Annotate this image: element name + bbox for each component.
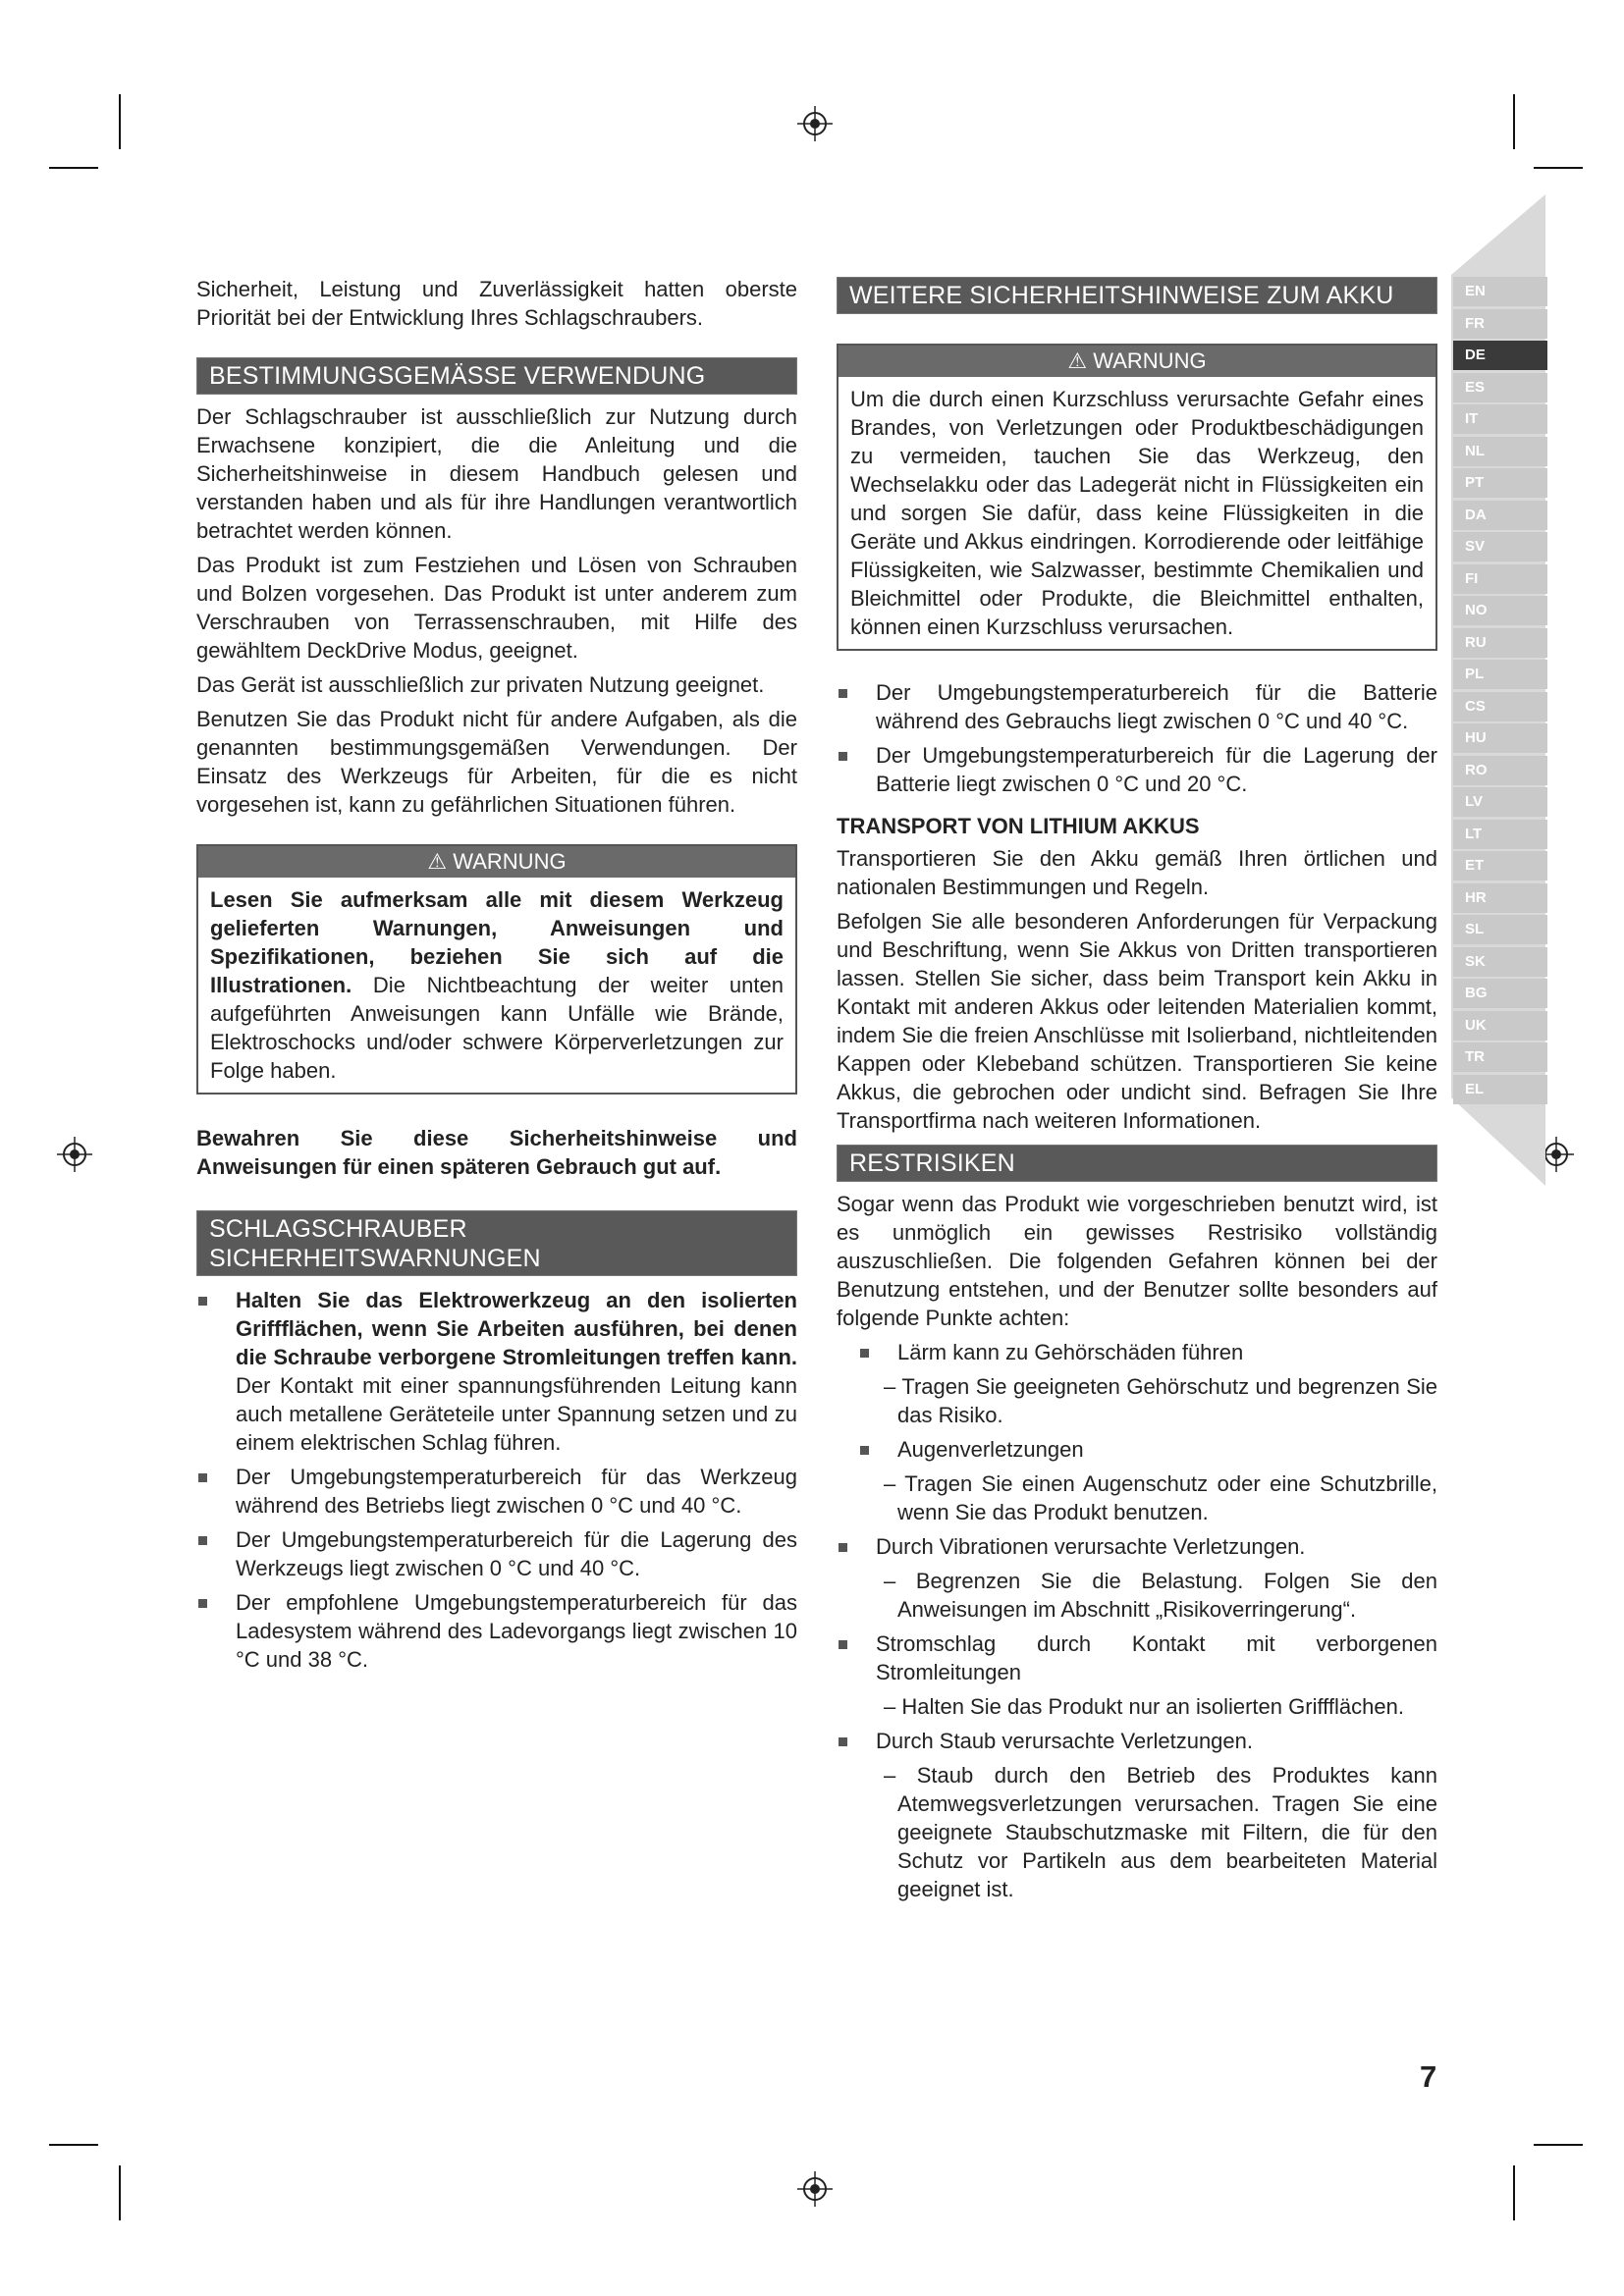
risk-detail: – Halten Sie das Produkt nur an isolierten Griffflächen.	[884, 1694, 1404, 1719]
crop-mark	[49, 2144, 98, 2146]
language-tab-es[interactable]: ES	[1453, 373, 1547, 402]
right-column	[837, 277, 1437, 1909]
risk-detail: – Begrenzen Sie die Belastung. Folgen Sie den Anweisungen im Abschnitt „Risikoverringerung“.	[884, 1569, 1437, 1622]
language-tab-de[interactable]: DE	[1453, 341, 1547, 370]
list-item: Der Umgebungstemperaturbereich für die Lagerung der Batterie liegt zwischen 0 °C und 20 °C.	[837, 741, 1437, 798]
intended-use-paragraph: Das Produkt ist zum Festziehen und Lösen von Schrauben und Bolzen vorgesehen. Das Produkt ist unter anderem zum Verschrauben von Terrassenschrauben, mit Hilfe des gewähltem DeckDrive Modus, geeignet.	[196, 553, 797, 663]
language-tab-cs[interactable]: CS	[1453, 692, 1547, 721]
crop-mark	[1534, 167, 1583, 169]
transport-paragraph: Transportieren Sie den Akku gemäß Ihren örtlichen und nationalen Bestimmungen und Regeln.	[837, 846, 1437, 899]
intended-use-paragraph: Benutzen Sie das Produkt nicht für andere Aufgaben, als die genannten bestimmungsgemäßen Verwendungen. Der Einsatz des Werkzeugs für Arbeiten, für die es nicht vorgesehen ist, kann zu gefährlichen Situationen führen.	[196, 707, 797, 817]
residual-risks-paragraph: Sogar wenn das Produkt wie vorgeschrieben benutzt wird, ist es unmöglich ein gewisses Restrisiko vollständig auszuschließen. Die folgenden Gefahren können bei der Benutzung entstehen, und der Benutzer sollte besonders auf folgende Punkte achten:	[837, 1192, 1437, 1330]
transport-title: TRANSPORT VON LITHIUM AKKUS	[837, 814, 1200, 838]
language-tab-hr[interactable]: HR	[1453, 883, 1547, 913]
warning-triangle-icon: ⚠	[427, 849, 448, 874]
intended-use-paragraph: Der Schlagschrauber ist ausschließlich zur Nutzung durch Erwachsene konzipiert, die die Anleitung und die Sicherheitshinweise in diesem Handbuch gelesen und verstanden haben und als für ihre Handlungen verantwortlich betrachtet werden können.	[196, 404, 797, 543]
language-tab-sv[interactable]: SV	[1453, 532, 1547, 561]
language-tab-lt[interactable]: LT	[1453, 820, 1547, 849]
list-item: Der Umgebungstemperaturbereich für die Lagerung des Werkzeugs liegt zwischen 0 °C und 40 °C.	[196, 1525, 797, 1582]
section-title-residual-risks: RESTRISIKEN	[837, 1145, 1437, 1182]
intended-use-paragraph: Das Gerät ist ausschließlich zur privaten Nutzung geeignet.	[196, 672, 765, 697]
crop-mark	[49, 167, 98, 169]
language-tab-et[interactable]: ET	[1453, 851, 1547, 881]
list-item: Stromschlag durch Kontakt mit verborgenen Stromleitungen	[837, 1629, 1437, 1686]
list-item: Der Umgebungstemperaturbereich für das Werkzeug während des Betriebs liegt zwischen 0 °C und 40 °C.	[196, 1463, 797, 1520]
language-tab-uk[interactable]: UK	[1453, 1011, 1547, 1041]
residual-risks-list	[837, 1338, 1437, 1366]
impact-driver-warnings-list	[196, 1286, 797, 1674]
warning-triangle-icon: ⚠	[1067, 348, 1088, 373]
language-tab-pl[interactable]: PL	[1453, 660, 1547, 689]
battery-warning-box	[837, 344, 1437, 651]
language-tab-ro[interactable]: RO	[1453, 756, 1547, 785]
warning-text: Um die durch einen Kurzschluss verursachte Gefahr eines Brandes, von Verletzungen oder Produktbeschädigungen zu vermeiden, tauchen Sie das Werkzeug, den Wechselakku oder das Ladegerät nicht in Flüssigkeiten ein und sorgen Sie dafür, dass keine Flüssigkeiten in die Geräte und Akkus eindringen. Korrodierende oder leitfähige Flüssigkeiten, wie Salzwasser, bestimmte Chemikalien und Bleichmittel oder Produkte, die Bleichmittel enthalten, können einen Kurzschluss verursachen.	[850, 387, 1424, 639]
language-tab-da[interactable]: DA	[1453, 501, 1547, 530]
language-tab-sl[interactable]: SL	[1453, 915, 1547, 944]
section-title-battery-safety: WEITERE SICHERHEITSHINWEISE ZUM AKKU	[837, 277, 1437, 314]
list-item: Halten Sie das Elektrowerkzeug an den isolierten Griffflächen, wenn Sie Arbeiten ausführen, bei denen die Schraube verborgene Stromleitungen treffen kann. Der Kontakt mit einer spannungsführenden Leitung kann auch metallene Geräteteile unter Spannung setzen und zu einem elektrischen Schlag führen.	[196, 1286, 797, 1457]
left-column	[196, 275, 797, 1680]
crop-mark	[1534, 2144, 1583, 2146]
language-tab-no[interactable]: NO	[1453, 596, 1547, 625]
page-number: 7	[1420, 2059, 1437, 2094]
list-item: Der Umgebungstemperaturbereich für die Batterie während des Gebrauchs liegt zwischen 0 °C und 40 °C.	[837, 678, 1437, 735]
language-tab-bg[interactable]: BG	[1453, 979, 1547, 1008]
language-tab-tr[interactable]: TR	[1453, 1042, 1547, 1072]
section-title-impact-driver-warnings: SCHLAGSCHRAUBER SICHERHEITSWARNUNGEN	[196, 1210, 797, 1276]
list-item: Durch Staub verursachte Verletzungen.	[837, 1727, 1437, 1755]
crop-mark	[119, 2165, 121, 2220]
language-tab-fr[interactable]: FR	[1453, 309, 1547, 339]
risk-detail: – Tragen Sie einen Augenschutz oder eine Schutzbrille, wenn Sie das Produkt benutzen.	[884, 1471, 1437, 1524]
registration-mark-icon	[797, 2171, 833, 2207]
crop-mark	[1513, 2165, 1515, 2220]
language-tab-lv[interactable]: LV	[1453, 787, 1547, 817]
risk-detail: – Staub durch den Betrieb des Produktes kann Atemwegsverletzungen verursachen. Tragen Sie eine geeignete Staubschutzmaske mit Filtern, die für den Schutz vor Partikeln aus dem bearbeiteten Material geeignet ist.	[884, 1763, 1437, 1901]
crop-mark	[119, 94, 121, 149]
list-item: Lärm kann zu Gehörschäden führen	[858, 1338, 1437, 1366]
list-item: Der empfohlene Umgebungstemperaturbereich für das Ladesystem während des Ladevorgangs liegt zwischen 10 °C und 38 °C.	[196, 1588, 797, 1674]
registration-mark-icon	[797, 106, 833, 141]
language-tab-ru[interactable]: RU	[1453, 628, 1547, 658]
language-tabs	[1453, 277, 1547, 1106]
crop-mark	[1513, 94, 1515, 149]
warning-box-title: ⚠ WARNUNG	[839, 346, 1435, 377]
warning-text: Lesen Sie aufmerksam alle mit diesem Werkzeug gelieferten Warnungen, Anweisungen und Spezifikationen, beziehen Sie sich auf die Illustrationen. Die Nichtbeachtung der weiter unten aufgeführten Anweisungen kann Unfälle wie Brände, Elektroschocks und/oder schwere Körperverletzungen zur Folge haben.	[210, 887, 784, 1083]
intro-text: Sicherheit, Leistung und Zuverlässigkeit hatten oberste Priorität bei der Entwicklung Ihres Schlagschraubers.	[196, 277, 797, 330]
transport-paragraph: Befolgen Sie alle besonderen Anforderungen für Verpackung und Beschriftung, wenn Sie Akkus von Dritten transportieren lassen. Stellen Sie sicher, dass beim Transport kein Akku in Kontakt mit anderen Akkus oder leitenden Materialien kommt, indem Sie die freien Anschlüsse mit Isolierband, nichtleitenden Kappen oder Klebeband schützen. Transportieren Sie keine Akkus, die gebrochen oder undicht sind. Befragen Sie Ihre Transportfirma nach weiteren Informationen.	[837, 909, 1437, 1133]
language-tab-hu[interactable]: HU	[1453, 723, 1547, 753]
warning-box-title: ⚠ WARNUNG	[198, 846, 795, 878]
battery-temperature-list	[837, 678, 1437, 798]
language-tab-fi[interactable]: FI	[1453, 564, 1547, 594]
warning-box	[196, 844, 797, 1095]
registration-mark-icon	[57, 1137, 92, 1172]
section-title-intended-use: BESTIMMUNGSGEMÄSSE VERWENDUNG	[196, 357, 797, 395]
list-item: Durch Vibrationen verursachte Verletzungen.	[837, 1532, 1437, 1561]
risk-detail: – Tragen Sie geeigneten Gehörschutz und begrenzen Sie das Risiko.	[884, 1374, 1437, 1427]
keep-instructions-note: Bewahren Sie diese Sicherheitshinweise und Anweisungen für einen späteren Gebrauch gut auf.	[196, 1126, 797, 1179]
language-tab-en[interactable]: EN	[1453, 277, 1547, 306]
list-item: Augenverletzungen	[858, 1435, 1437, 1464]
language-tab-nl[interactable]: NL	[1453, 437, 1547, 466]
language-tab-sk[interactable]: SK	[1453, 947, 1547, 977]
language-tab-el[interactable]: EL	[1453, 1075, 1547, 1104]
language-tab-it[interactable]: IT	[1453, 404, 1547, 434]
language-tab-pt[interactable]: PT	[1453, 468, 1547, 498]
